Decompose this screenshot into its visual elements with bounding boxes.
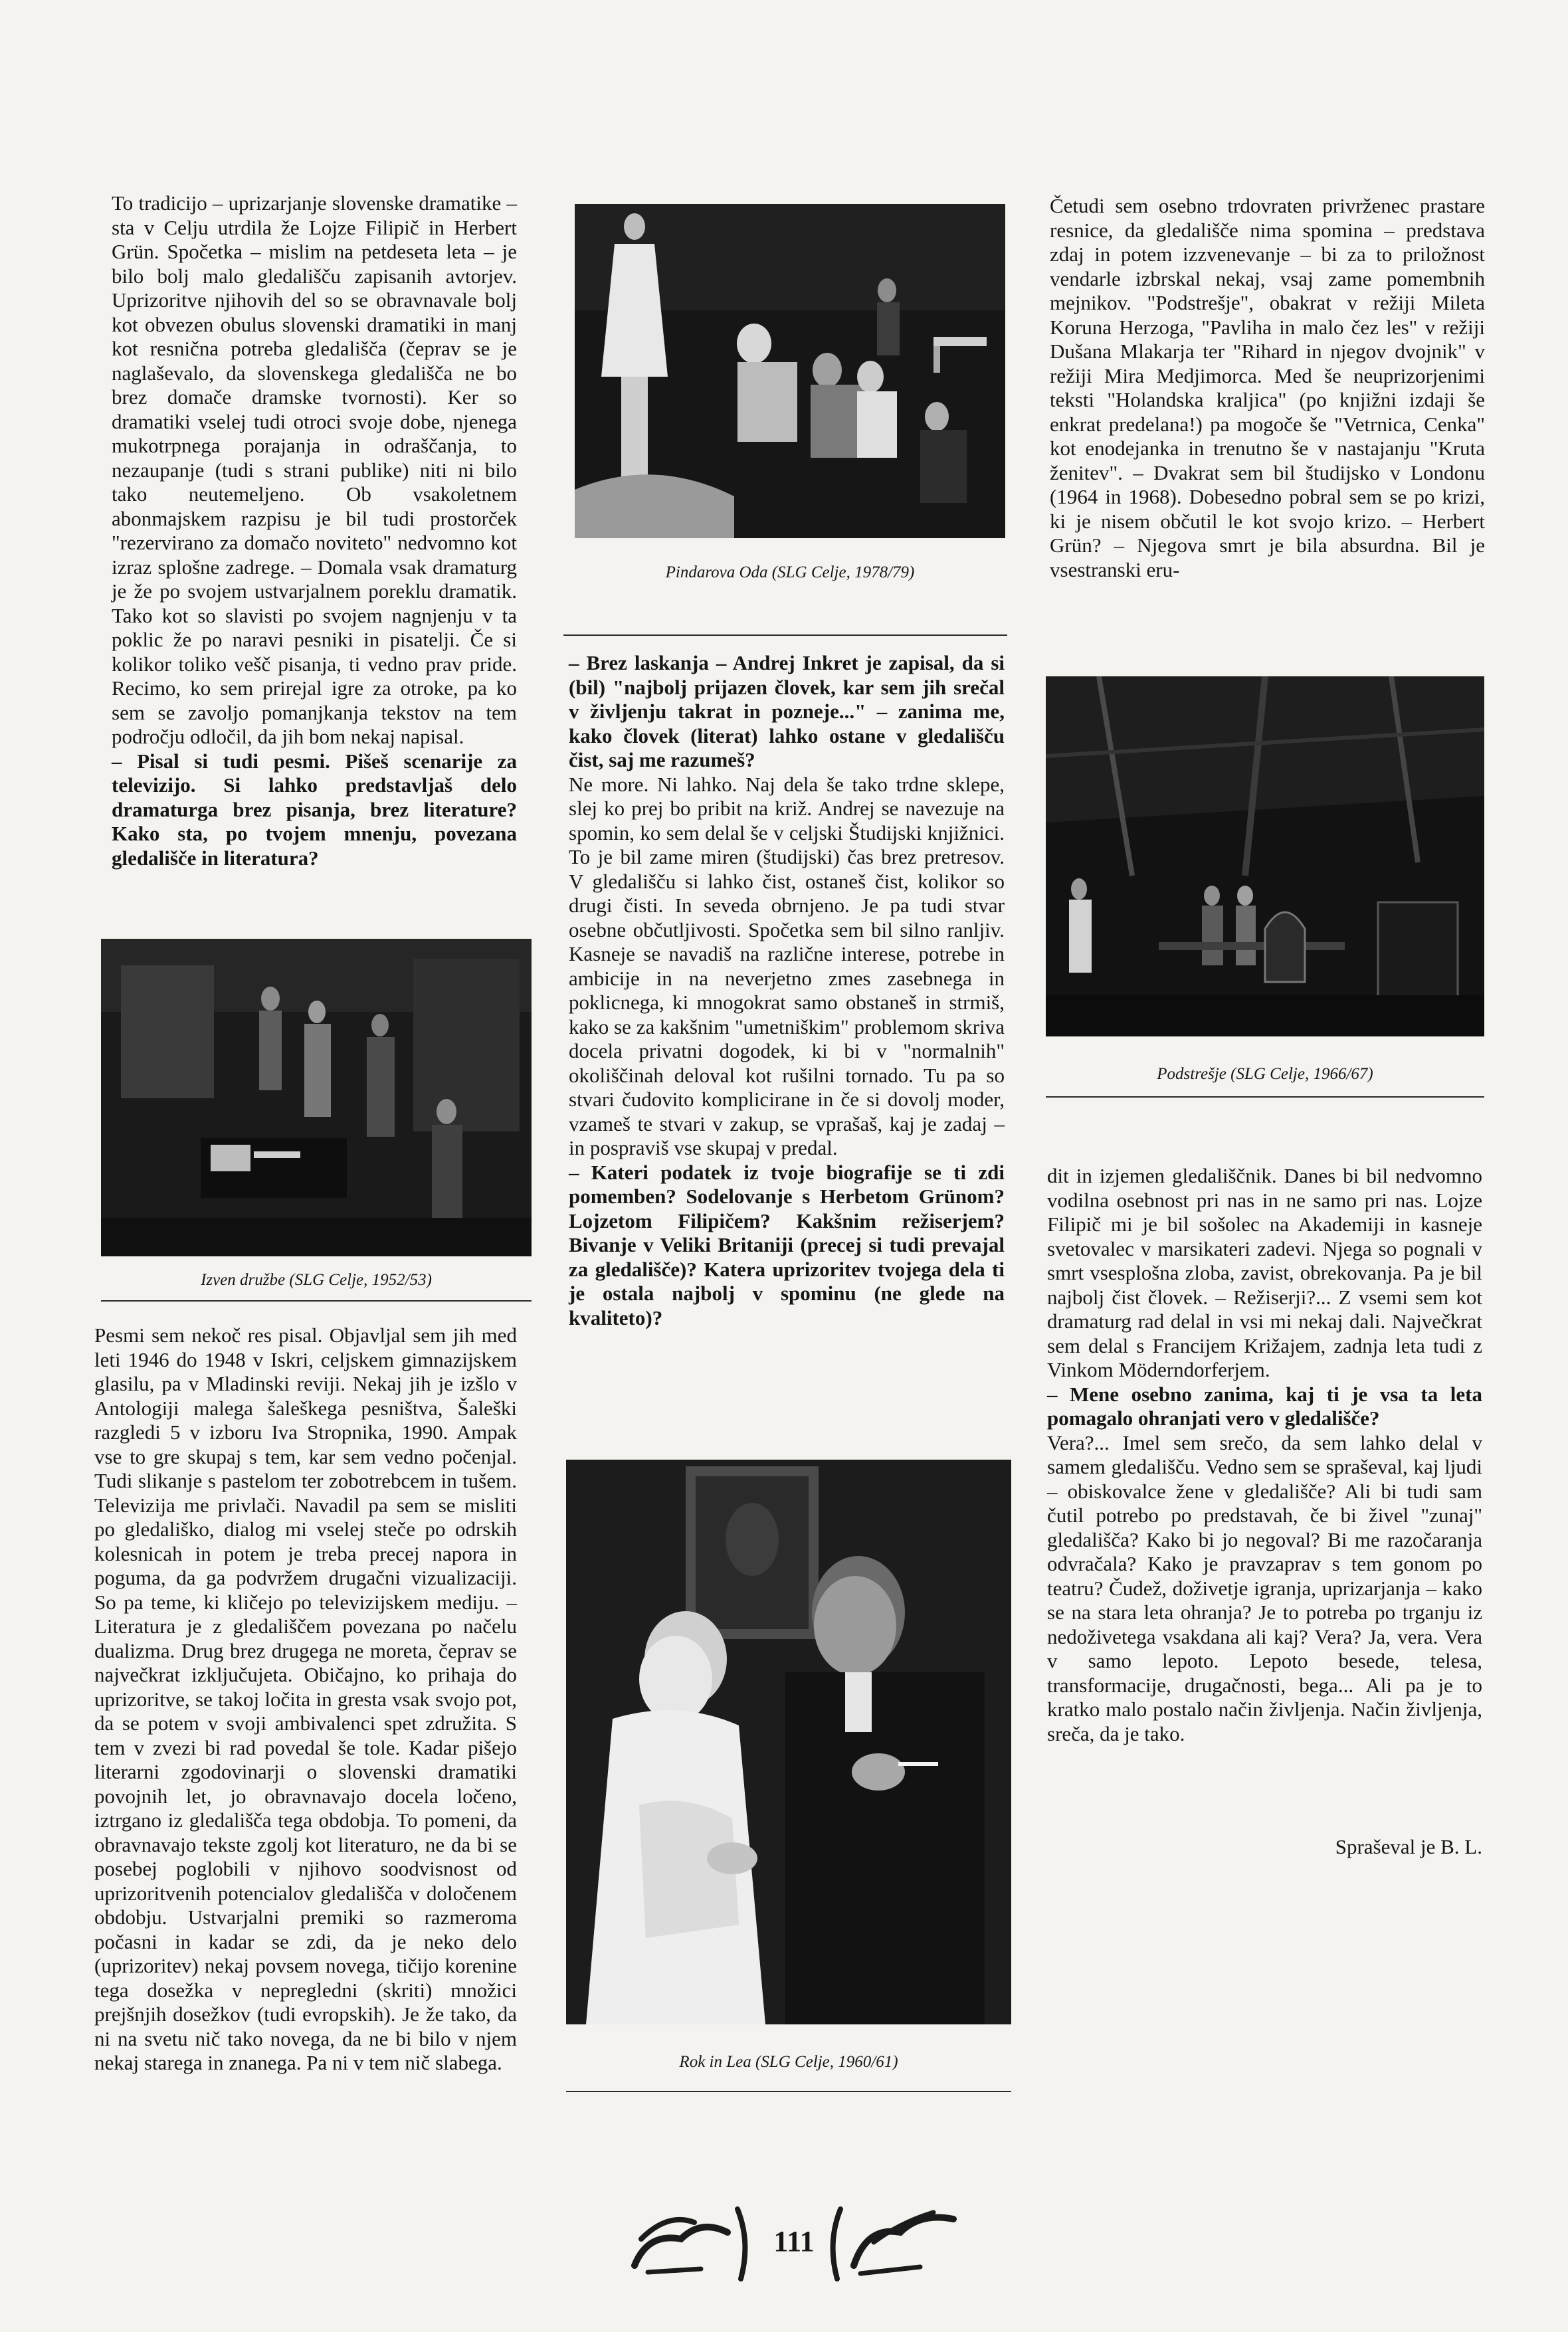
photo-pindarova-oda <box>575 204 1005 538</box>
middle-question-1: – Brez laskanja – Andrej Inkret je zapisal, da si (bil) "najbolj prijazen človek, kar sem jih srečal v življenju takrat in pozneje..." – zanima me, kako človek (literat) lahko ostane v gledališču čist, saj me razumeš? <box>569 651 1005 771</box>
left-question-1: – Pisal si tudi pesmi. Pišeš scenarije za televizijo. Si lahko predstavljaš delo dramaturga brez pisanja, brez literature? Kako sta, po tvojem mnenju, povezana gledališče in literatura? <box>112 749 517 870</box>
right-paragraph-3: Vera?... Imel sem srečo, da sem lahko delal v samem gledališču. Vedno sem se spraševal, kaj ljudi – obiskovalce žene v gledališče? Ali bi tudi sam čutil potrebo po predstavah, če bi živel "zunaj" gledališča? Kako bi jo negoval? Bi me razočaranja odvračala? Kako je pravzaprav s tem gonom po teatru? Čudež, doživetje igranja, uprizarjanja – kako se na stara leta ohranja? Je to potreba po trganju iz nedoživetega vsakdana ali kaj? Vera? Ja, vera. Vera v samo lepoto. Lepoto besede, telesa, transformacije, drugačnosti, bega... Ali pa je to kratko malo postalo način življenja. Način življenja, sreča, da je tako. <box>1047 1430 1482 1745</box>
left-column-bottom <box>94 1323 517 2076</box>
right-column-bottom <box>1047 1164 1482 1746</box>
middle-question-2: – Kateri podatek iz tvoje biografije se ti zdi pomemben? Sodelovanje s Herbetom Grünom? Lojzetom Filipičem? Kakšnim režiserjem? Bivanje v Veliki Britaniji (precej si tudi prevajal za gledališče)? Katera uprizoritev tvojega dela ti je ostala najbolj v spominu (ne glede na kvaliteto)? <box>569 1160 1005 1329</box>
middle-column <box>569 651 1005 1330</box>
photo-podstresje <box>1046 676 1484 1036</box>
photo-izven-druzbe-image <box>101 939 532 1256</box>
left-column-top <box>112 191 517 870</box>
photo-rok-in-lea <box>566 1460 1011 2024</box>
caption-rok-in-lea: Rok in Lea (SLG Celje, 1960/61) <box>679 2053 898 2071</box>
page-number: 111 <box>773 2225 815 2258</box>
caption-rule-right <box>1046 1096 1484 1098</box>
right-paragraph-1: Četudi sem osebno trdovraten privrženec prastare resnice, da gledališče nima spomina – predstava zdaj in potem izzvenevanje – bi za to priložnost vendarle izbrskal nekaj, vsaj zame pomembnih mejnikov. "Podstrešje", obakrat v režiji Mileta Koruna Herzoga, "Pavliha in malo čez les" v režiji Dušana Mlakarja ter "Rihard in njegov dvojnik" v režiji Mira Medjimorca. Med še neuprizorjenimi teksti "Holandska kraljica" (po knjižni izdaji še enkrat predelana!) pa mogoče še "Vetrnica, Cenka" kot enodejanka in trenutno še v nastajanju "Kruta ženitev". – Dvakrat sem bil študijsko v Londonu (1964 in 1968). Dobesedno pobral sem se po krizi, ki je nisem občutil le kot svojo krizo. – Herbert Grün? – Njegova smrt je bila absurdna. Bil je vsestranski eru- <box>1050 194 1485 581</box>
caption-rule-middle-bottom <box>566 2091 1011 2092</box>
right-column-top <box>1050 194 1485 582</box>
photo-pindarova-oda-image <box>575 204 1005 538</box>
caption-pindarova-oda: Pindarova Oda (SLG Celje, 1978/79) <box>665 563 915 581</box>
middle-paragraph-1: Ne more. Ni lahko. Naj dela še tako trdne sklepe, slej ko prej bo pribit na križ. Andrej se navezuje na spomin, ko sem delal še v celjski Študijski knjižnici. To je bil zame miren (študijski) čas brez pretresov. V gledališču si lahko čist, ostaneš čist, kolikor so drugi čisti. In seveda obrnjeno. Je pa tudi stvar osebne občutljivosti. Spočetka sem bil silno ranljiv. Kasneje se navadiš na različne interese, potrebe in ambicije in na neverjetno zmes zasebnega in poklicnega, ki mnogokrat samo obstaneš in strmiš, kako se za kakšnim "umetniškim" problemom skriva docela privatni dogodek, ki bi v "normalnih" okoliščinah deloval kot rušilni tornado. Tu pa so stvari čudovito komplicirane in če si dovolj moder, vzameš te stvari v zakup, se vprašaš, kaj je zadaj – in pospraviš vse skupaj v predal. <box>569 772 1005 1159</box>
caption-izven-druzbe: Izven družbe (SLG Celje, 1952/53) <box>201 1271 432 1289</box>
caption-podstresje: Podstrešje (SLG Celje, 1966/67) <box>1157 1065 1373 1083</box>
right-question-1: – Mene osebno zanima, kaj ti je vsa ta leta pomagalo ohranjati vero v gledališče? <box>1047 1382 1482 1430</box>
photo-rok-in-lea-image <box>566 1460 1011 2024</box>
photo-izven-druzbe <box>101 939 532 1256</box>
caption-rule-left <box>101 1300 532 1302</box>
left-paragraph-2: Pesmi sem nekoč res pisal. Objavljal sem jih med leti 1946 do 1948 v Iskri, celjskem gimnazijskem glasilu, pa v Mladinski reviji. Nekaj jih je izšlo v Antologiji malega šaleškega pesništva, Šaleški razgledi 5 v izboru Iva Stropnika, 1990. Ampak vse to gre skupaj s tem, kar sem vedno počenjal. Tudi slikanje s pastelom ter zobotrebcem in tušem. Televizija me privlači. Navadil pa sem se misliti po gledališko, dialog mi vselej steče po odrskih kolesnicah in potem je treba precej napora in poguma, da ga podvržem drugačni vizualizaciji. So pa teme, ki kličejo po televizijskem mediju. – Literatura je z gledališčem povezana po načelu dualizma. Drug brez drugega ne moreta, čeprav se največkrat izključujeta. Običajno, ko prihaja do uprizoritve, se takoj ločita in gresta vsak svojo pot, da se potem v svoji ambivalenci spet združita. S tem v zvezi bi rad povedal še tole. Kadar pišejo literarni zgodovinarji o slovenski dramatiki povojnih let, jo obravnavajo docela ločeno, iztrgano iz gledališča tega obdobja. To pomeni, da obravnavajo tekste zgolj kot literaturo, ne da bi se posebej poglobili v njihovo soodvisnost od uprizoritvenih potencialov gledališča v določenem obdobju. Ustvarjalni premiki so razmeroma počasni in kadar se zdi, da je neko delo (uprizoritev) nekaj povsem novega, tičijo korenine tega dosežka v nepregledni (skriti) množici prejšnjih dosežkov (tudi evropskih). Je že tako, da ni na svetu nič tako novega, da ne bi bilo v njem nekaj starega in znanega. Pa ni v tem nič slabega. <box>94 1323 517 2074</box>
caption-rule-middle-top <box>563 634 1007 636</box>
right-paragraph-2: dit in izjemen gledališčnik. Danes bi bil nedvomno vodilna osebnost pri nas in ne samo pri nas. Lojze Filipič mi je bil sošolec na Akademiji in kasneje svetovalec v marsikateri zadevi. Njega so pognali v smrt vsesplošna zloba, zavist, obrekovanja. Pa je bil najbolj čist človek. – Režiserji?... Z vsemi sem kot dramaturg rad delal in vsi mi nekaj dali. Največkrat sem delal s Francijem Križajem, zadnja leta tudi z Vinkom Möderndorferjem. <box>1047 1164 1482 1381</box>
photo-podstresje-image <box>1046 676 1484 1036</box>
interviewer-signoff: Spraševal je B. L. <box>1335 1835 1482 1858</box>
footer-ornament <box>621 2192 967 2285</box>
left-paragraph-1: To tradicijo – uprizarjanje slovenske dramatike – sta v Celju utrdila že Lojze Filipič in Herbert Grün. Spočetka – mislim na petdeseta leta – je bilo bolj malo gledališču zapisanih avtorjev. Uprizoritve njihovih del so se obravnavale bolj kot obvezen obulus slovenski dramatiki in manj kot resnična potreba gledališča (čeprav se je naglaševalo, da slovenskega gledališča ne bo brez domače dramske tvornosti). Ker so dramatiki vselej tudi otroci svoje dobe, njenega mukotrpnega porajanja in odraščanja, to nezaupanje (tudi s strani publike) niti ni bilo tako neutemeljeno. Ob vsakoletnem abonmajskem razpisu je bil tudi prostorček "rezervirano za domačo noviteto" nedvomno kot izraz splošne zadrege. – Domala vsak dramaturg je že po svojem ustvarjalnem poreklu dramatik. Tako kot so slavisti po svojem nagnjenju v ta poklic že po naravi pesniki in pisatelji. Če si kolikor toliko vešč pisanja, ti vedno prav pride. Recimo, ko sem prirejal igre za otroke, pa ko sem se zavoljo pomanjkanja tekstov na tem področju odločil, da jih bom nekaj napisal. <box>112 191 517 748</box>
